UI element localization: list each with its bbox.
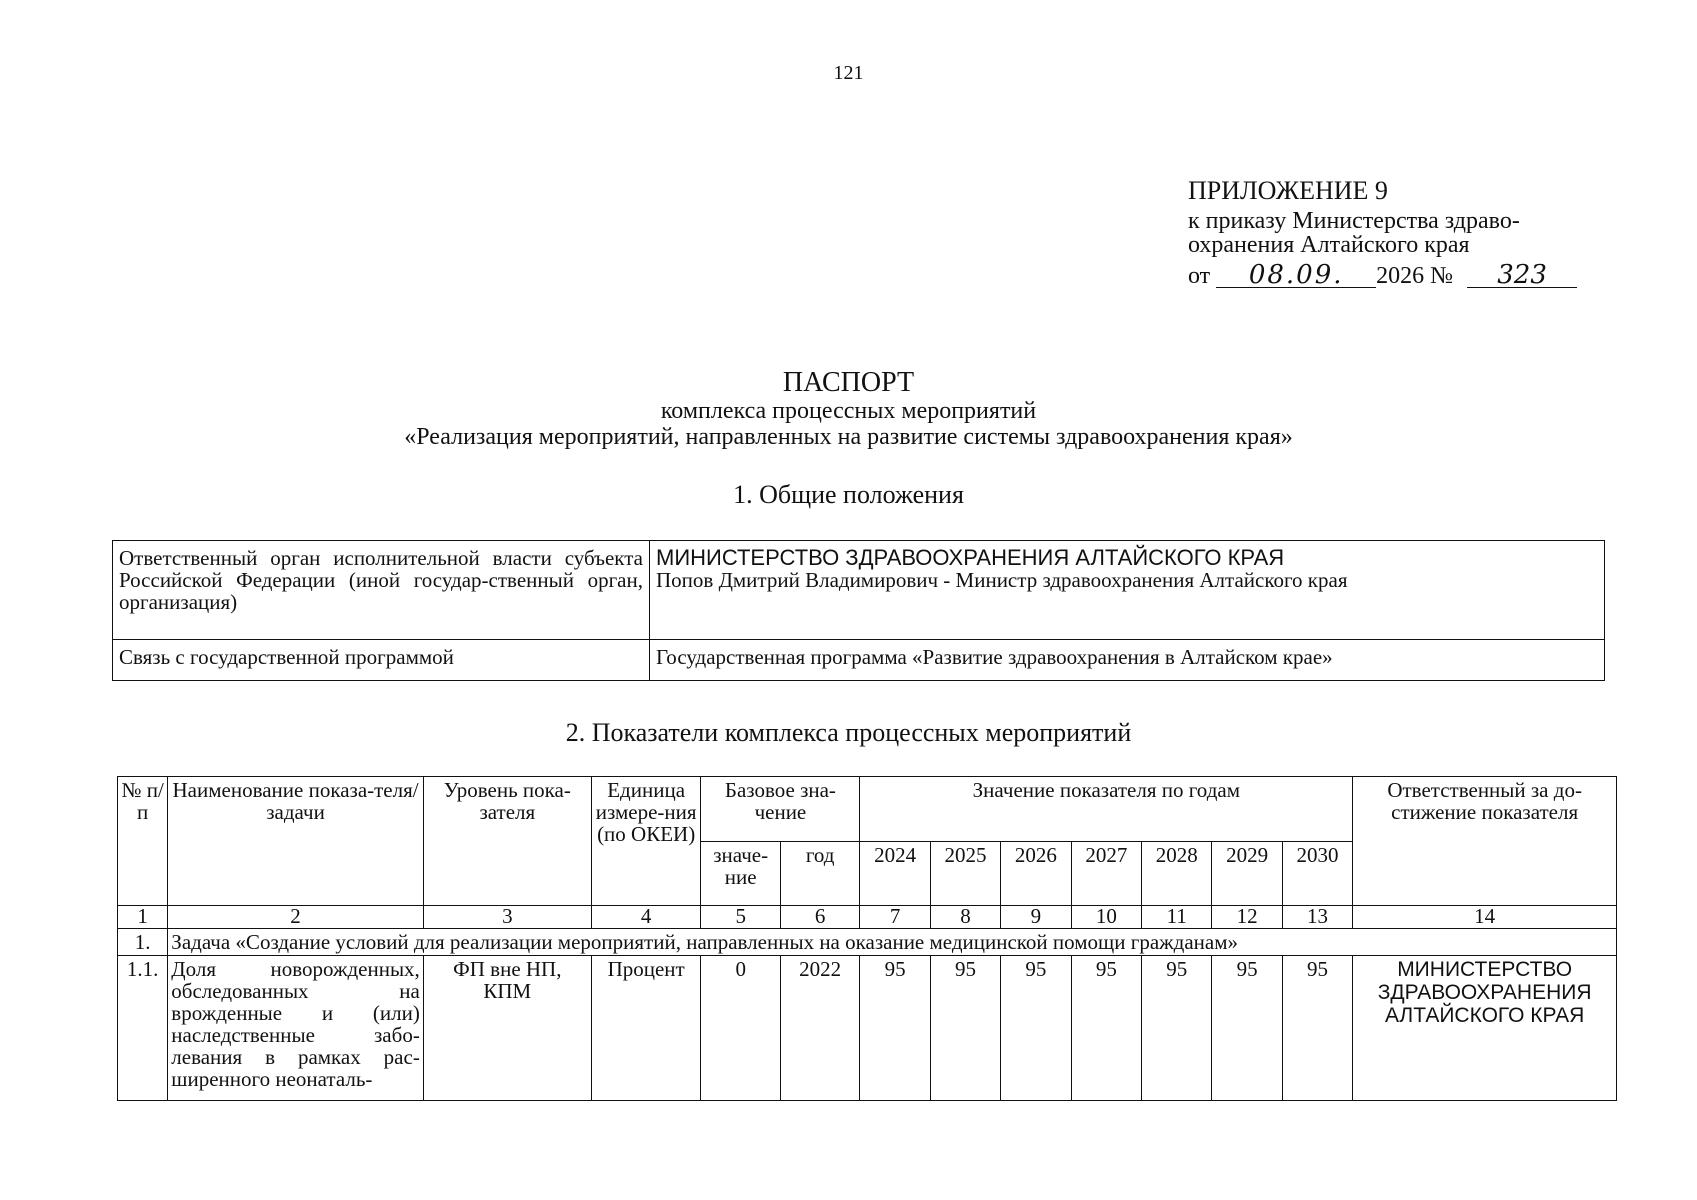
minister-name: Попов Дмитрий Владимирович - Министр здравоохранения Алтайского края <box>656 568 1348 592</box>
program-link-label: Связь с государственной программой <box>113 640 650 681</box>
header-year: 2026 <box>1001 841 1071 906</box>
column-numbers-row <box>118 906 1617 929</box>
passport-name: «Реализация мероприятий, направленных на развитие системы здравоохранения края» <box>404 424 1293 450</box>
column-number: 2 <box>168 906 424 929</box>
table-row <box>113 541 1605 640</box>
table-row <box>113 640 1605 681</box>
responsible-body-label: Ответственный орган исполнительной власти субъекта Российской Федерации (иной государ-ственный орган, организация) <box>113 541 650 640</box>
page-number: 121 <box>833 62 864 84</box>
task-num: 1. <box>118 929 168 956</box>
header-year: 2030 <box>1282 841 1352 906</box>
section-2-title: 2. Показатели комплекса процессных мероприятий <box>565 718 1132 747</box>
column-number: 14 <box>1353 906 1617 929</box>
indicator-value: 95 <box>930 956 1000 1101</box>
column-number: 10 <box>1071 906 1141 929</box>
header-unit: Единица измере-ния (по ОКЕИ) <box>591 777 701 906</box>
indicators-table <box>117 776 1617 1101</box>
order-date-line <box>1188 260 1658 290</box>
header-by-years: Значение показателя по годам <box>860 777 1353 842</box>
indicator-name: Доля новорожденных, обследованных на врожденные и (или) наследственные забо-левания в рамках рас-ширенного неонаталь- <box>168 956 424 1101</box>
indicator-unit: Процент <box>591 956 701 1101</box>
handwritten-order-number: 323 <box>1467 263 1577 288</box>
column-number: 9 <box>1001 906 1071 929</box>
header-base-year: год <box>780 841 859 906</box>
passport-subtitle: комплекса процессных мероприятий <box>660 398 1037 424</box>
indicator-base-year: 2022 <box>780 956 859 1101</box>
header-base: Базовое зна-чение <box>701 777 860 842</box>
column-number: 7 <box>860 906 930 929</box>
indicator-value: 95 <box>1282 956 1352 1101</box>
header-year: 2028 <box>1142 841 1212 906</box>
indicator-level: ФП вне НП, КПМ <box>423 956 591 1101</box>
appendix-line-1: к приказу Министерства здраво- <box>1188 208 1520 234</box>
column-number: 8 <box>930 906 1000 929</box>
passport-heading <box>0 368 1697 450</box>
appendix-line-2: охранения Алтайского края <box>1188 232 1470 258</box>
task-text: Задача «Создание условий для реализации мероприятий, направленных на оказание медицинской помощи гражданам» <box>168 929 1617 956</box>
responsible-body-value <box>650 541 1605 640</box>
indicator-value: 95 <box>1142 956 1212 1101</box>
appendix-block <box>1188 175 1658 288</box>
column-number: 11 <box>1142 906 1212 929</box>
column-number: 13 <box>1282 906 1352 929</box>
column-number: 3 <box>423 906 591 929</box>
header-name: Наименование показа-теля/задачи <box>168 777 424 906</box>
indicator-responsible: МИНИСТЕРСТВО ЗДРАВООХРАНЕНИЯ АЛТАЙСКОГО КРАЯ <box>1353 956 1617 1101</box>
indicator-base-value: 0 <box>701 956 780 1101</box>
header-year: 2029 <box>1212 841 1282 906</box>
column-number: 1 <box>118 906 168 929</box>
column-number: 12 <box>1212 906 1282 929</box>
indicator-value: 95 <box>1071 956 1141 1101</box>
task-row <box>118 929 1617 956</box>
header-row <box>118 777 1617 842</box>
indicator-num: 1.1. <box>118 956 168 1101</box>
from-label: от <box>1188 263 1211 289</box>
passport-title: ПАСПОРТ <box>782 367 915 398</box>
header-year: 2025 <box>930 841 1000 906</box>
header-year: 2024 <box>860 841 930 906</box>
handwritten-date: 08.09. <box>1216 263 1376 288</box>
order-year-label: 2026 № <box>1376 263 1454 289</box>
column-number: 6 <box>780 906 859 929</box>
indicator-value: 95 <box>1212 956 1282 1101</box>
ministry-name: МИНИСТЕРСТВО ЗДРАВООХРАНЕНИЯ АЛТАЙСКОГО КРАЯ <box>656 545 1285 570</box>
header-year: 2027 <box>1071 841 1141 906</box>
column-number: 5 <box>701 906 780 929</box>
header-responsible: Ответственный за до-стижение показателя <box>1353 777 1617 906</box>
section-1-title: 1. Общие положения <box>733 480 964 509</box>
general-provisions-table <box>112 540 1605 681</box>
appendix-title: ПРИЛОЖЕНИЕ 9 <box>1188 176 1388 205</box>
header-level: Уровень пока-зателя <box>423 777 591 906</box>
header-base-value: значе-ние <box>701 841 780 906</box>
indicator-value: 95 <box>1001 956 1071 1101</box>
indicator-row <box>118 956 1617 1101</box>
column-number: 4 <box>591 906 701 929</box>
header-num: № п/п <box>118 777 168 906</box>
indicator-value: 95 <box>860 956 930 1101</box>
program-link-value: Государственная программа «Развитие здравоохранения в Алтайском крае» <box>650 640 1605 681</box>
